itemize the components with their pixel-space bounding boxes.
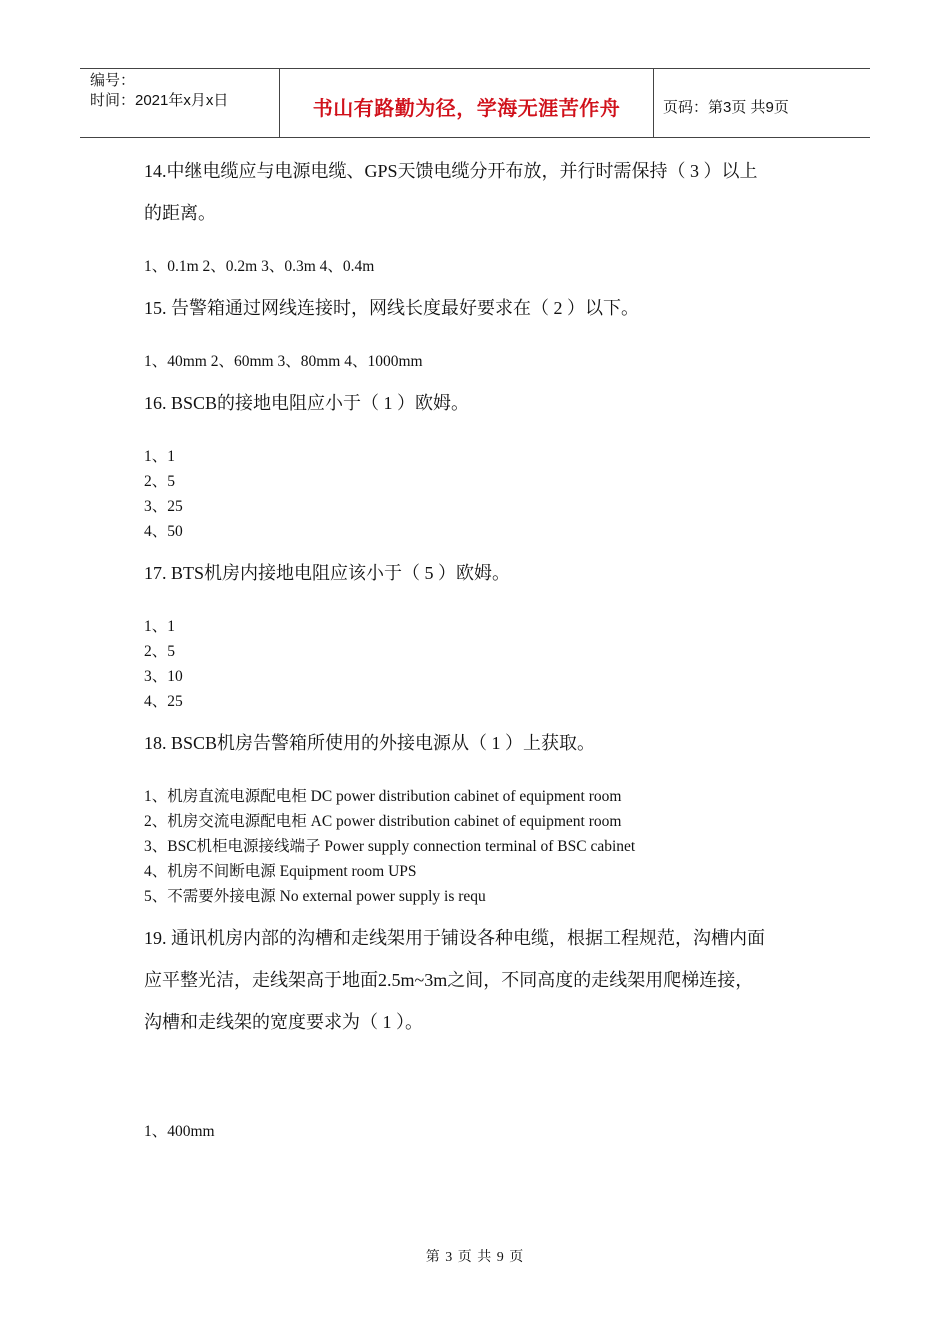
question-16-option-3: 3、25	[144, 498, 183, 515]
question-19-option-1: 1、400mm	[144, 1123, 215, 1140]
page-footer: 第 3 页 共 9 页	[425, 1250, 525, 1265]
question-16-option-2: 2、5	[144, 473, 176, 490]
question-18-option-1: 1、机房直流电源配电柜 DC power distribution cabinet of equipment room	[144, 788, 622, 805]
question-17-option-2: 2、5	[144, 643, 176, 660]
time-label: 时间：2021年x月x日	[90, 92, 229, 109]
question-19-line-2: 应平整光洁，走线架高于地面2.5m~3m之间，不同高度的走线架用爬梯连接，	[144, 970, 754, 990]
header-meta	[80, 69, 280, 137]
question-19-line-3: 沟槽和走线架的宽度要求为（ 1 ）。	[144, 1012, 423, 1032]
question-17-option-4: 4、25	[144, 693, 183, 710]
document-header	[80, 68, 870, 138]
question-19-line-1: 19. 通讯机房内部的沟槽和走线架用于铺设各种电缆，根据工程规范，沟槽内面	[144, 928, 765, 948]
motto: 书山有路勤为径，学海无涯苦作舟	[280, 69, 654, 137]
question-17-option-1: 1、1	[144, 618, 176, 635]
question-17-line-1: 17. BTS机房内接地电阻应该小于（ 5 ）欧姆。	[144, 563, 511, 583]
question-18-line-1: 18. BSCB机房告警箱所使用的外接电源从（ 1 ）上获取。	[144, 733, 596, 753]
question-16-line-1: 16. BSCB的接地电阻应小于（ 1 ）欧姆。	[144, 393, 470, 413]
questions-list	[144, 150, 814, 1144]
question-18-option-4: 4、机房不间断电源 Equipment room UPS	[144, 863, 417, 880]
question-16-option-4: 4、50	[144, 523, 183, 540]
question-14-options: 1、0.1m 2、0.2m 3、0.3m 4、0.4m	[144, 258, 375, 275]
question-18-option-5: 5、不需要外接电源 No external power supply is requ	[144, 888, 486, 905]
question-18-option-3: 3、BSC机柜电源接线端子 Power supply connection terminal of BSC cabinet	[144, 838, 636, 855]
question-15-options: 1、40mm 2、60mm 3、80mm 4、1000mm	[144, 353, 423, 370]
header-page-info: 页码：第3页 共9页	[663, 98, 789, 116]
question-14-line-1: 14.中继电缆应与电源电缆、GPS天馈电缆分开布放，并行时需保持（ 3 ）以上	[144, 161, 758, 181]
question-15-line-1: 15. 告警箱通过网线连接时，网线长度最好要求在（ 2 ）以下。	[144, 298, 639, 318]
serial-label: 编号：	[90, 72, 136, 89]
question-17-option-3: 3、10	[144, 668, 183, 685]
question-18-option-2: 2、机房交流电源配电柜 AC power distribution cabinet of equipment room	[144, 813, 622, 830]
question-16-option-1: 1、1	[144, 448, 176, 465]
question-14-line-2: 的距离。	[144, 203, 216, 223]
